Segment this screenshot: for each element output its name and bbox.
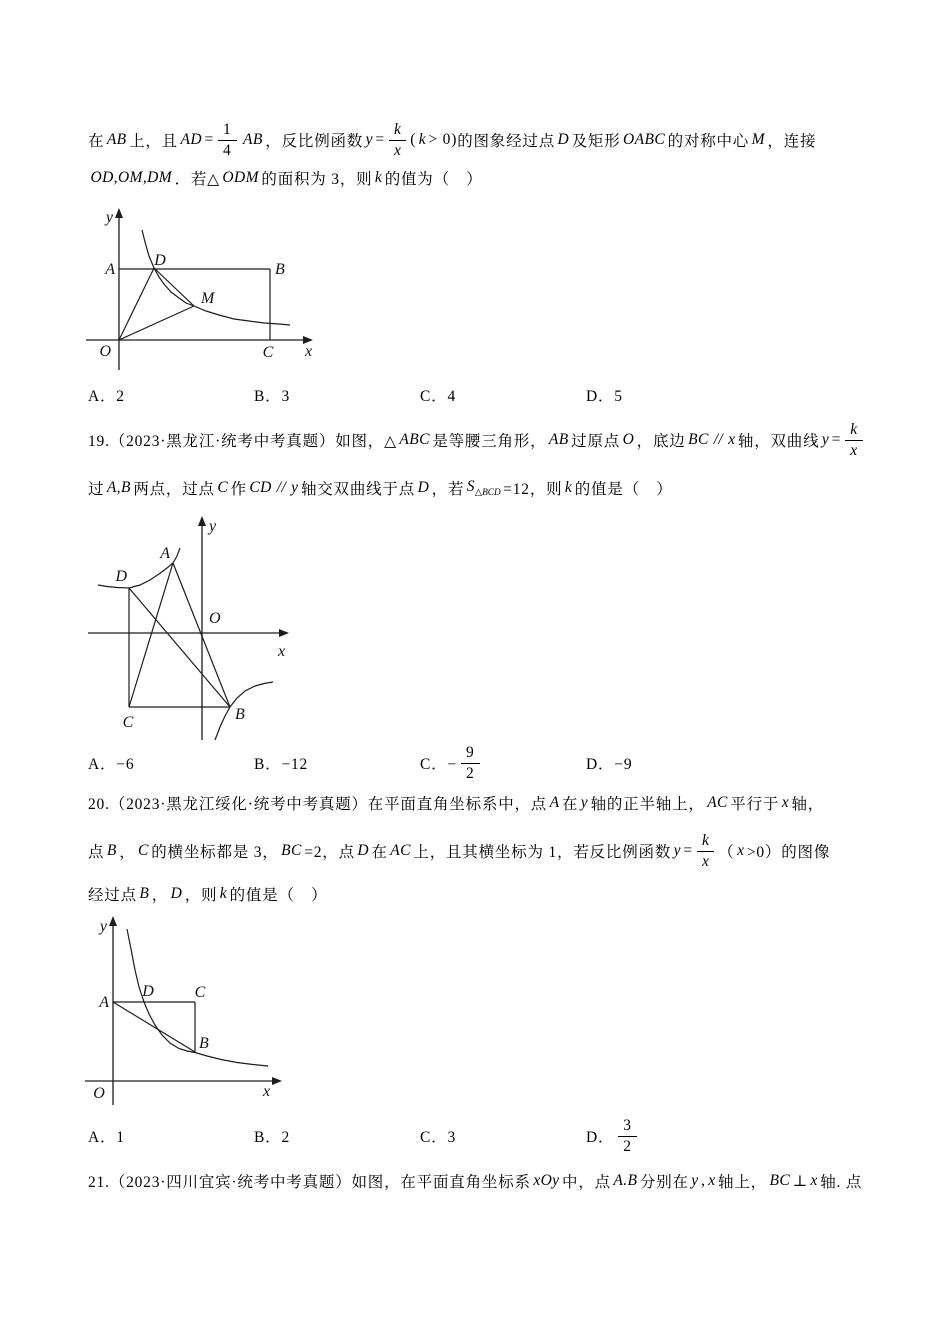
fig1-label-y: y: [105, 209, 113, 226]
figure-1: [75, 206, 330, 384]
fig3-label-D: D: [142, 983, 154, 1000]
fig3-label-A: A: [99, 994, 109, 1011]
p19-line-1: 19.（2023·黑龙江·统考中考真题）如图，△ ABC 是等腰三角形， AB 过原点 O ，底边 BC // x 轴，双曲线 y = $\frac{k}{x}$: [88, 412, 867, 468]
fig3-label-x: x: [263, 1083, 271, 1100]
fig2-label-x: x: [278, 643, 286, 660]
p20-line-3: 经过点 B ， D ，则 k 的值是（ ）: [88, 885, 328, 904]
fig1-label-M: M: [201, 290, 215, 307]
fig1-label-C: C: [262, 344, 274, 361]
fig3-label-O: O: [93, 1085, 105, 1102]
p20-line-1: 20.（2023·黑龙江绥化·统考中考真题）在平面直角坐标系中，点 A 在 y 轴的正半轴上， AC 平行于 x 轴，: [88, 794, 825, 813]
figure-3: [75, 915, 297, 1113]
p18-option-a: A．2: [88, 388, 125, 405]
y-axis-arrow-icon: [198, 516, 206, 526]
fig1-label-B: B: [275, 261, 285, 278]
p20-option-a: A．1: [88, 1129, 125, 1146]
fig2-label-O: O: [209, 610, 221, 627]
p20-option-c: C．3: [420, 1129, 456, 1146]
p18-line-2: OD,OM,DM ．若△ ODM 的面积为 3，则 k 的值为（ ）: [90, 169, 483, 188]
p18-option-d: D．5: [586, 388, 623, 405]
fig2-label-C: C: [122, 714, 134, 731]
fig2-label-D: D: [115, 568, 127, 585]
fig1-label-D: D: [154, 252, 166, 269]
fig1-label-x: x: [305, 343, 313, 360]
p18-line-1: 在 AB 上，且 AD = $\frac{1}{4}$ AB ，反比例函数 y = $\frac{k}{x}$ ( k > 0) 的图象经过点 D 及矩形 OABC 的对称中心 M ，连接: [88, 120, 817, 159]
figure-2: [75, 515, 307, 747]
p18-option-c: C．4: [420, 388, 456, 405]
y-axis-arrow-icon: [115, 208, 123, 218]
p20-option-d: D． $\frac{3}{2}$: [586, 1114, 641, 1158]
p20-option-b: B．2: [254, 1129, 290, 1146]
fig1-label-A: A: [105, 261, 115, 278]
p19-option-c: C．− $\frac{9}{2}$: [420, 741, 484, 785]
fig1-label-O: O: [99, 343, 111, 360]
p19-option-b: B．−12: [254, 756, 309, 773]
fig3-label-B: B: [199, 1035, 209, 1052]
x-axis-arrow-icon: [279, 629, 289, 637]
fig3-label-C: C: [194, 984, 206, 1001]
p19-line-2: 过 A,B 两点，过点 C 作 CD // y 轴交双曲线于点 D ，若 $S_{\triangle BCD}$ =12，则 k 的值是（ ）: [88, 477, 673, 499]
p18-option-b: B．3: [254, 388, 290, 405]
fig3-label-y: y: [99, 918, 107, 935]
y-axis-arrow-icon: [109, 916, 117, 926]
p19-option-a: A．−6: [88, 756, 135, 773]
p21-line-1: 21.（2023·四川宜宾·统考中考真题）如图，在平面直角坐标系 xOy 中，点 A.B 分别在 y , x 轴上， BC ⊥ x 轴. 点: [88, 1172, 863, 1191]
fig2-label-A: A: [160, 545, 170, 562]
fig2-label-y: y: [209, 518, 217, 535]
p20-line-2: 点 B ， C 的横坐标都是 3， BC =2，点 D 在 AC 上，且其横坐标为 1，若反比例函数 y = $\frac{k}{x}$ （ x >0）的图像: [88, 831, 831, 870]
fig2-label-B: B: [235, 706, 245, 723]
x-axis-arrow-icon: [272, 1077, 282, 1085]
p19-option-d: D．−9: [586, 756, 633, 773]
